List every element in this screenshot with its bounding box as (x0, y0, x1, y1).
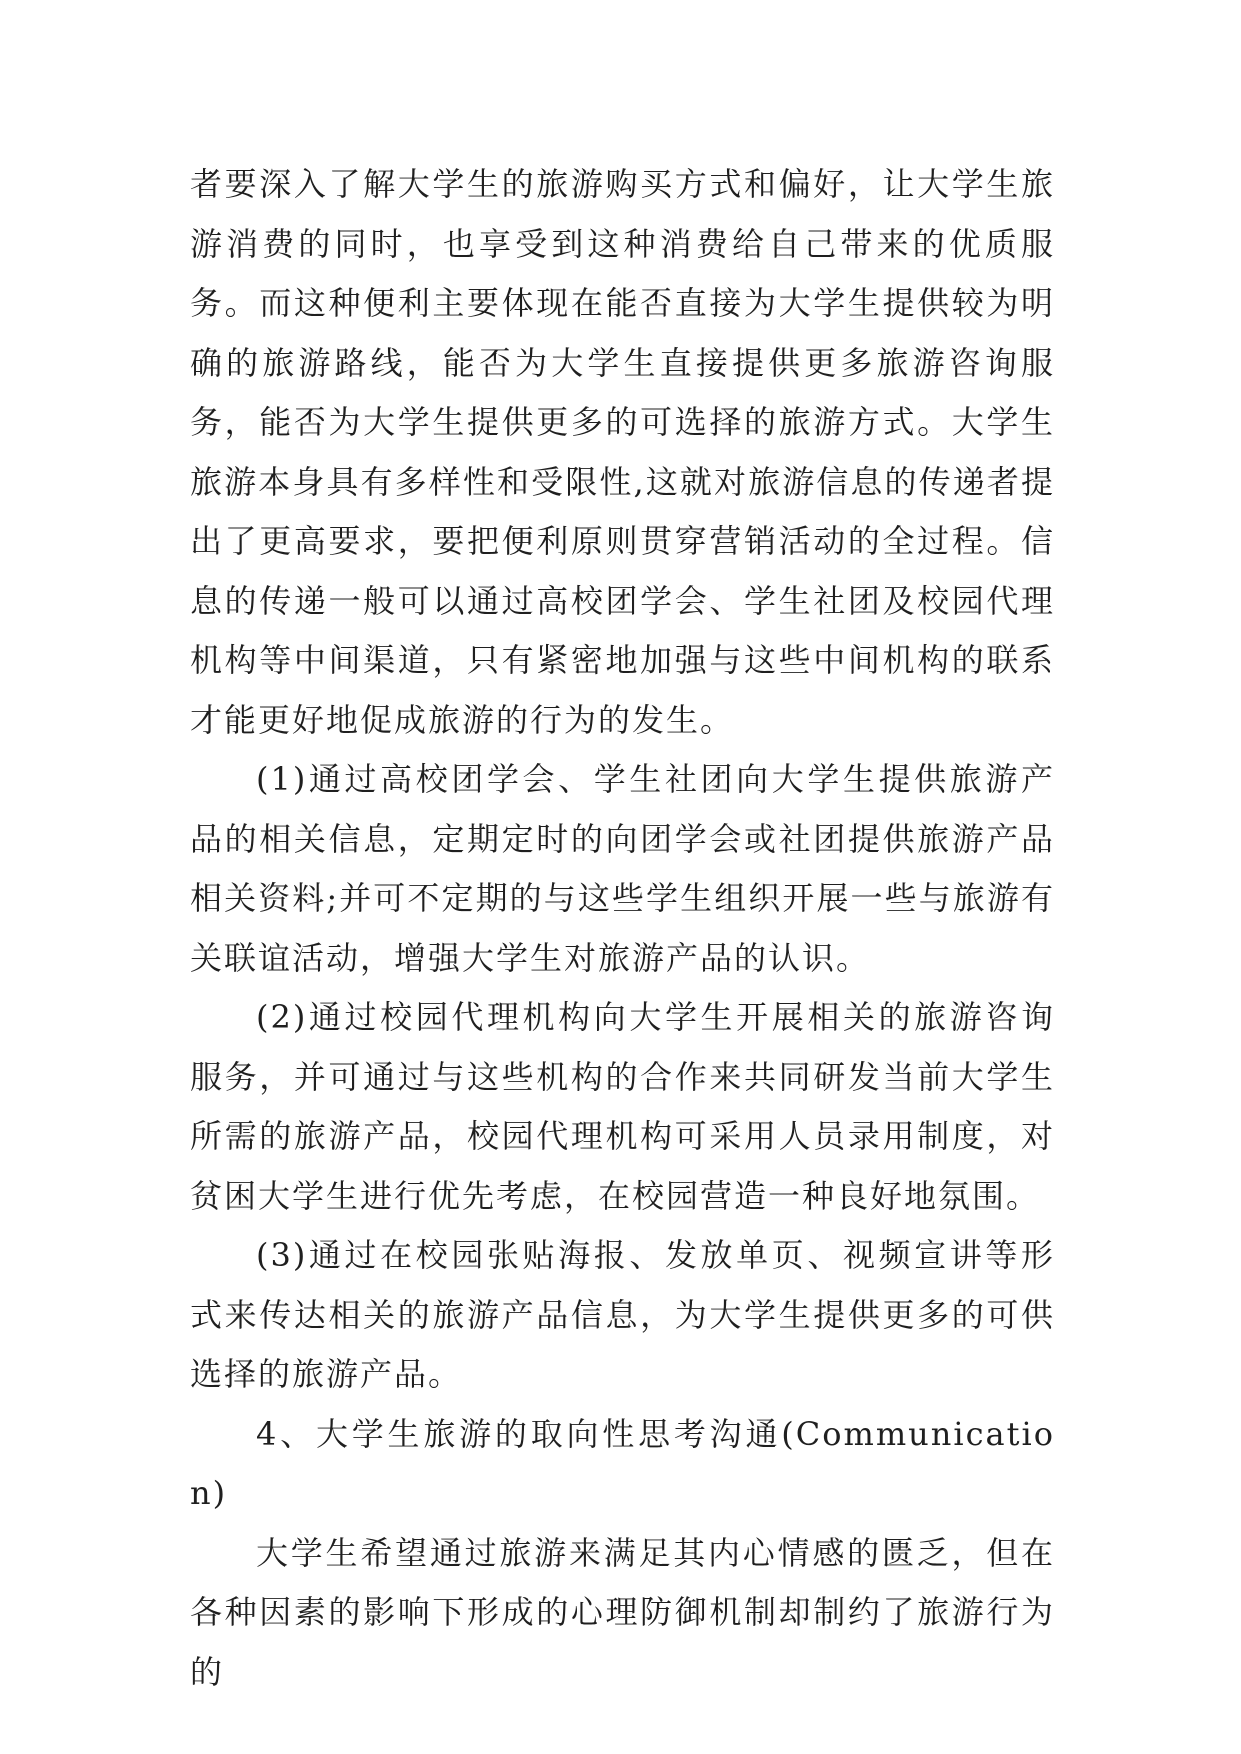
paragraph-item-1: (1)通过高校团学会、学生社团向大学生提供旅游产品的相关信息，定期定时的向团学会或社团提供旅游产品相关资料;并可不定期的与这些学生组织开展一些与旅游有关联谊活动，增强大学生对旅游产品的认识。 (190, 760, 1055, 977)
document-body (190, 155, 1055, 1702)
paragraph-continuation: 者要深入了解大学生的旅游购买方式和偏好，让大学生旅游消费的同时，也享受到这种消费给自己带来的优质服务。而这种便利主要体现在能否直接为大学生提供较为明确的旅游路线，能否为大学生直接提供更多旅游咨询服务，能否为大学生提供更多的可选择的旅游方式。大学生旅游本身具有多样性和受限性,这就对旅游信息的传递者提出了更高要求，要把便利原则贯穿营销活动的全过程。信息的传递一般可以通过高校团学会、学生社团及校园代理机构等中间渠道，只有紧密地加强与这些中间机构的联系才能更好地促成旅游的行为的发生。 (190, 165, 1055, 739)
paragraph-item-3: (3)通过在校园张贴海报、发放单页、视频宣讲等形式来传达相关的旅游产品信息，为大学生提供更多的可供选择的旅游产品。 (190, 1236, 1055, 1393)
section-heading-communication: 4、大学生旅游的取向性思考沟通(Communication) (190, 1414, 1055, 1512)
paragraph-item-2: (2)通过校园代理机构向大学生开展相关的旅游咨询服务，并可通过与这些机构的合作来共同研发当前大学生所需的旅游产品，校园代理机构可采用人员录用制度，对贫困大学生进行优先考虑，在校园营造一种良好地氛围。 (190, 998, 1055, 1215)
paragraph-communication-intro: 大学生希望通过旅游来满足其内心情感的匮乏，但在各种因素的影响下形成的心理防御机制却制约了旅游行为的 (190, 1533, 1055, 1691)
